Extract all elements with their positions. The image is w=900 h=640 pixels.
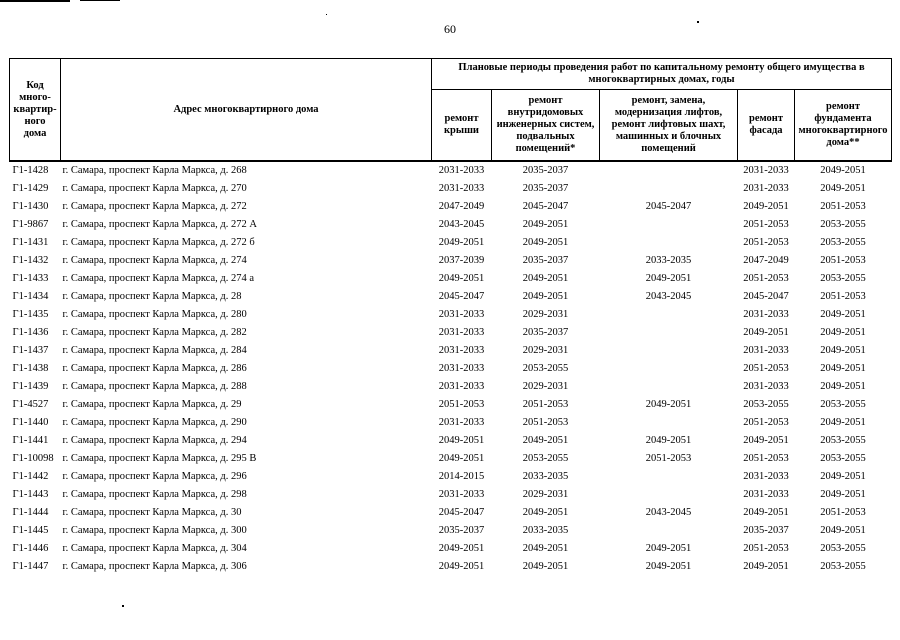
cell-elevators: 2049-2051 (645, 543, 692, 554)
cell-code: Г1-1430 (12, 201, 49, 212)
cell-roof: 2014-2015 (438, 471, 485, 482)
cell-engineering: 2029-2031 (522, 489, 569, 500)
cell-elevators (600, 342, 738, 360)
cell-roof: 2049-2051 (438, 435, 485, 446)
cell-foundation: 2053-2055 (820, 435, 866, 446)
cell-facade: 2031-2033 (743, 471, 789, 482)
cell-address: г. Самара, проспект Карла Маркса, д. 286 (62, 363, 247, 374)
cell-roof: 2031-2033 (438, 309, 485, 320)
cell-roof: 2031-2033 (432, 161, 492, 180)
cell-roof: 2047-2049 (438, 201, 485, 212)
cell-elevators: 2049-2051 (645, 273, 692, 284)
cell-elevators (600, 234, 738, 252)
cell-facade: 2049-2051 (743, 327, 789, 338)
cell-code: Г1-1446 (12, 543, 49, 554)
cell-facade: 2045-2047 (743, 291, 789, 302)
cell-engineering: 2053-2055 (522, 363, 569, 374)
cell-foundation: 2049-2051 (820, 381, 866, 392)
table-row (10, 378, 892, 396)
cell-engineering: 2029-2031 (522, 381, 569, 392)
cell-facade: 2051-2053 (743, 273, 789, 284)
cell-address: г. Самара, проспект Карла Маркса, д. 294 (62, 435, 247, 446)
cell-facade: 2047-2049 (743, 255, 789, 266)
cell-foundation: 2049-2051 (820, 471, 866, 482)
header-engineering: ремонт внутридомовых инженерных систем, подвальных помещений* (492, 90, 600, 162)
table-row (10, 252, 892, 270)
header-address: Адрес многоквартирного дома (61, 59, 432, 162)
cell-foundation: 2051-2053 (820, 507, 866, 518)
cell-address: г. Самара, проспект Карла Маркса, д. 272 б (62, 237, 255, 248)
cell-elevators (600, 414, 738, 432)
cell-facade: 2051-2053 (743, 363, 789, 374)
table-row (10, 216, 892, 234)
cell-engineering: 2035-2037 (522, 255, 569, 266)
cell-elevators (600, 522, 738, 540)
cell-foundation: 2053-2055 (820, 399, 866, 410)
cell-engineering: 2035-2037 (492, 161, 600, 180)
cell-roof: 2045-2047 (438, 507, 485, 518)
cell-address: г. Самара, проспект Карла Маркса, д. 274 (62, 255, 247, 266)
cell-code: Г1-10098 (12, 453, 54, 464)
cell-code: Г1-1442 (12, 471, 49, 482)
cell-foundation: 2049-2051 (820, 345, 866, 356)
page-number: 60 (444, 22, 456, 36)
header-group-title: Плановые периоды проведения работ по капитальному ремонту общего имущества в многоквартирных домах, годы (432, 59, 892, 90)
cell-engineering: 2049-2051 (522, 291, 569, 302)
scan-edge-mark (0, 0, 70, 2)
cell-foundation: 2053-2055 (820, 453, 866, 464)
cell-facade: 2031-2033 (743, 489, 789, 500)
cell-roof: 2049-2051 (438, 453, 485, 464)
cell-address: г. Самара, проспект Карла Маркса, д. 30 (62, 507, 242, 518)
cell-engineering: 2029-2031 (522, 309, 569, 320)
table-row (10, 161, 892, 180)
cell-address: г. Самара, проспект Карла Маркса, д. 284 (62, 345, 247, 356)
cell-roof: 2051-2053 (438, 399, 485, 410)
cell-engineering: 2049-2051 (522, 237, 569, 248)
cell-elevators (600, 468, 738, 486)
table-row (10, 360, 892, 378)
cell-roof: 2031-2033 (438, 489, 485, 500)
cell-facade: 2031-2033 (743, 345, 789, 356)
cell-address: г. Самара, проспект Карла Маркса, д. 288 (62, 381, 247, 392)
cell-address: г. Самара, проспект Карла Маркса, д. 290 (62, 417, 247, 428)
scan-speck (326, 14, 327, 15)
cell-address: г. Самара, проспект Карла Маркса, д. 304 (62, 543, 247, 554)
cell-address: г. Самара, проспект Карла Маркса, д. 272 А (62, 219, 257, 230)
cell-code: Г1-1433 (12, 273, 49, 284)
cell-foundation: 2049-2051 (820, 363, 866, 374)
table-row (10, 180, 892, 198)
cell-address: г. Самара, проспект Карла Маркса, д. 29 (62, 399, 242, 410)
cell-elevators: 2043-2045 (645, 507, 692, 518)
table-row (10, 486, 892, 504)
cell-elevators (600, 360, 738, 378)
header-code: Код много-квартир-ного дома (10, 59, 61, 162)
cell-foundation: 2049-2051 (820, 417, 866, 428)
cell-address: г. Самара, проспект Карла Маркса, д. 282 (62, 327, 247, 338)
cell-roof: 2043-2045 (438, 219, 485, 230)
cell-facade: 2051-2053 (743, 453, 789, 464)
cell-engineering: 2049-2051 (522, 435, 569, 446)
cell-code: Г1-4527 (12, 399, 49, 410)
cell-facade: 2051-2053 (743, 237, 789, 248)
cell-engineering: 2035-2037 (522, 327, 569, 338)
cell-elevators: 2049-2051 (645, 399, 692, 410)
cell-foundation: 2053-2055 (820, 543, 866, 554)
header-foundation: ремонт фундамента многоквартирного дома** (795, 90, 892, 162)
table-row (10, 270, 892, 288)
cell-elevators (600, 486, 738, 504)
cell-engineering: 2051-2053 (522, 399, 569, 410)
cell-code: Г1-1436 (12, 327, 49, 338)
cell-elevators (600, 161, 738, 180)
cell-foundation: 2053-2055 (820, 273, 866, 284)
cell-facade: 2051-2053 (743, 543, 789, 554)
cell-foundation: 2053-2055 (820, 237, 866, 248)
cell-elevators: 2051-2053 (645, 453, 692, 464)
cell-engineering: 2033-2035 (522, 471, 569, 482)
cell-code: Г1-9867 (12, 219, 49, 230)
table-row (10, 342, 892, 360)
cell-foundation: 2051-2053 (820, 201, 866, 212)
table-row (10, 504, 892, 522)
cell-elevators (600, 216, 738, 234)
cell-foundation: 2053-2055 (820, 561, 866, 572)
cell-roof: 2031-2033 (438, 363, 485, 374)
scan-speck (122, 605, 124, 607)
cell-code: Г1-1431 (12, 237, 49, 248)
cell-facade: 2051-2053 (743, 219, 789, 230)
cell-roof: 2031-2033 (438, 345, 485, 356)
cell-roof: 2031-2033 (438, 183, 485, 194)
cell-code: Г1-1445 (12, 525, 49, 536)
cell-roof: 2031-2033 (438, 417, 485, 428)
cell-engineering: 2053-2055 (522, 453, 569, 464)
cell-foundation: 2049-2051 (820, 489, 866, 500)
table-row (10, 324, 892, 342)
cell-facade: 2049-2051 (743, 435, 789, 446)
cell-foundation: 2049-2051 (820, 327, 866, 338)
cell-code: Г1-1437 (12, 345, 49, 356)
cell-code: Г1-1429 (12, 183, 49, 194)
cell-elevators (600, 180, 738, 198)
table-row (10, 306, 892, 324)
cell-elevators: 2045-2047 (645, 201, 692, 212)
table-row (10, 450, 892, 468)
repair-schedule-table (9, 58, 892, 576)
scan-edge-mark (80, 0, 120, 1)
cell-facade: 2049-2051 (743, 561, 789, 572)
cell-foundation: 2049-2051 (820, 309, 866, 320)
cell-code: Г1-1440 (12, 417, 49, 428)
table-row (10, 198, 892, 216)
cell-elevators (600, 378, 738, 396)
cell-address: г. Самара, проспект Карла Маркса, д. 296 (62, 471, 247, 482)
cell-elevators: 2043-2045 (645, 291, 692, 302)
cell-foundation: 2049-2051 (795, 161, 892, 180)
cell-engineering: 2029-2031 (522, 345, 569, 356)
cell-roof: 2049-2051 (438, 561, 485, 572)
cell-roof: 2045-2047 (438, 291, 485, 302)
cell-address: г. Самара, проспект Карла Маркса, д. 300 (62, 525, 247, 536)
cell-code: Г1-1438 (12, 363, 49, 374)
cell-facade: 2031-2033 (743, 381, 789, 392)
cell-address: г. Самара, проспект Карла Маркса, д. 280 (62, 309, 247, 320)
cell-address: г. Самара, проспект Карла Маркса, д. 28 (62, 291, 242, 302)
cell-engineering: 2049-2051 (522, 219, 569, 230)
cell-address: г. Самара, проспект Карла Маркса, д. 298 (62, 489, 247, 500)
cell-code: Г1-1435 (12, 309, 49, 320)
cell-foundation: 2051-2053 (820, 255, 866, 266)
cell-facade: 2031-2033 (738, 161, 795, 180)
cell-code: Г1-1439 (12, 381, 49, 392)
cell-roof: 2037-2039 (438, 255, 485, 266)
cell-address: г. Самара, проспект Карла Маркса, д. 274 а (62, 273, 255, 284)
header-roof: ремонт крыши (432, 90, 492, 162)
cell-code: Г1-1444 (12, 507, 49, 518)
cell-elevators: 2049-2051 (645, 435, 692, 446)
cell-facade: 2049-2051 (743, 201, 789, 212)
cell-code: Г1-1434 (12, 291, 49, 302)
cell-elevators (600, 306, 738, 324)
cell-elevators: 2049-2051 (645, 561, 692, 572)
cell-code: Г1-1441 (12, 435, 49, 446)
cell-roof: 2031-2033 (438, 327, 485, 338)
cell-address: г. Самара, проспект Карла Маркса, д. 268 (61, 161, 432, 180)
header-elevators: ремонт, замена, модернизация лифтов, ремонт лифтовых шахт, машинных и блочных помещений (600, 90, 738, 162)
table-row (10, 234, 892, 252)
cell-code: Г1-1432 (12, 255, 49, 266)
table-row (10, 432, 892, 450)
cell-foundation: 2049-2051 (820, 183, 866, 194)
cell-foundation: 2049-2051 (820, 525, 866, 536)
cell-roof: 2049-2051 (438, 273, 485, 284)
cell-elevators (600, 324, 738, 342)
table-row (10, 558, 892, 576)
cell-facade: 2051-2053 (743, 417, 789, 428)
cell-engineering: 2035-2037 (522, 183, 569, 194)
cell-address: г. Самара, проспект Карла Маркса, д. 306 (62, 561, 247, 572)
cell-facade: 2031-2033 (743, 309, 789, 320)
cell-roof: 2049-2051 (438, 237, 485, 248)
cell-facade: 2049-2051 (743, 507, 789, 518)
cell-roof: 2049-2051 (438, 543, 485, 554)
table-row (10, 288, 892, 306)
cell-facade: 2035-2037 (743, 525, 789, 536)
cell-engineering: 2049-2051 (522, 507, 569, 518)
cell-engineering: 2033-2035 (522, 525, 569, 536)
table-row (10, 396, 892, 414)
cell-foundation: 2051-2053 (820, 291, 866, 302)
header-facade: ремонт фасада (738, 90, 795, 162)
cell-engineering: 2049-2051 (522, 561, 569, 572)
cell-code: Г1-1428 (10, 161, 61, 180)
table-body (10, 161, 892, 576)
table-row (10, 414, 892, 432)
cell-code: Г1-1447 (12, 561, 49, 572)
cell-engineering: 2045-2047 (522, 201, 569, 212)
cell-code: Г1-1443 (12, 489, 49, 500)
cell-address: г. Самара, проспект Карла Маркса, д. 272 (62, 201, 247, 212)
table-row (10, 522, 892, 540)
cell-elevators: 2033-2035 (645, 255, 692, 266)
cell-roof: 2035-2037 (438, 525, 485, 536)
cell-address: г. Самара, проспект Карла Маркса, д. 295 В (62, 453, 257, 464)
cell-facade: 2031-2033 (743, 183, 789, 194)
cell-engineering: 2051-2053 (522, 417, 569, 428)
cell-address: г. Самара, проспект Карла Маркса, д. 270 (62, 183, 247, 194)
table-row (10, 540, 892, 558)
table-row (10, 468, 892, 486)
cell-engineering: 2049-2051 (522, 543, 569, 554)
cell-foundation: 2053-2055 (820, 219, 866, 230)
cell-facade: 2053-2055 (743, 399, 789, 410)
cell-engineering: 2049-2051 (522, 273, 569, 284)
cell-roof: 2031-2033 (438, 381, 485, 392)
